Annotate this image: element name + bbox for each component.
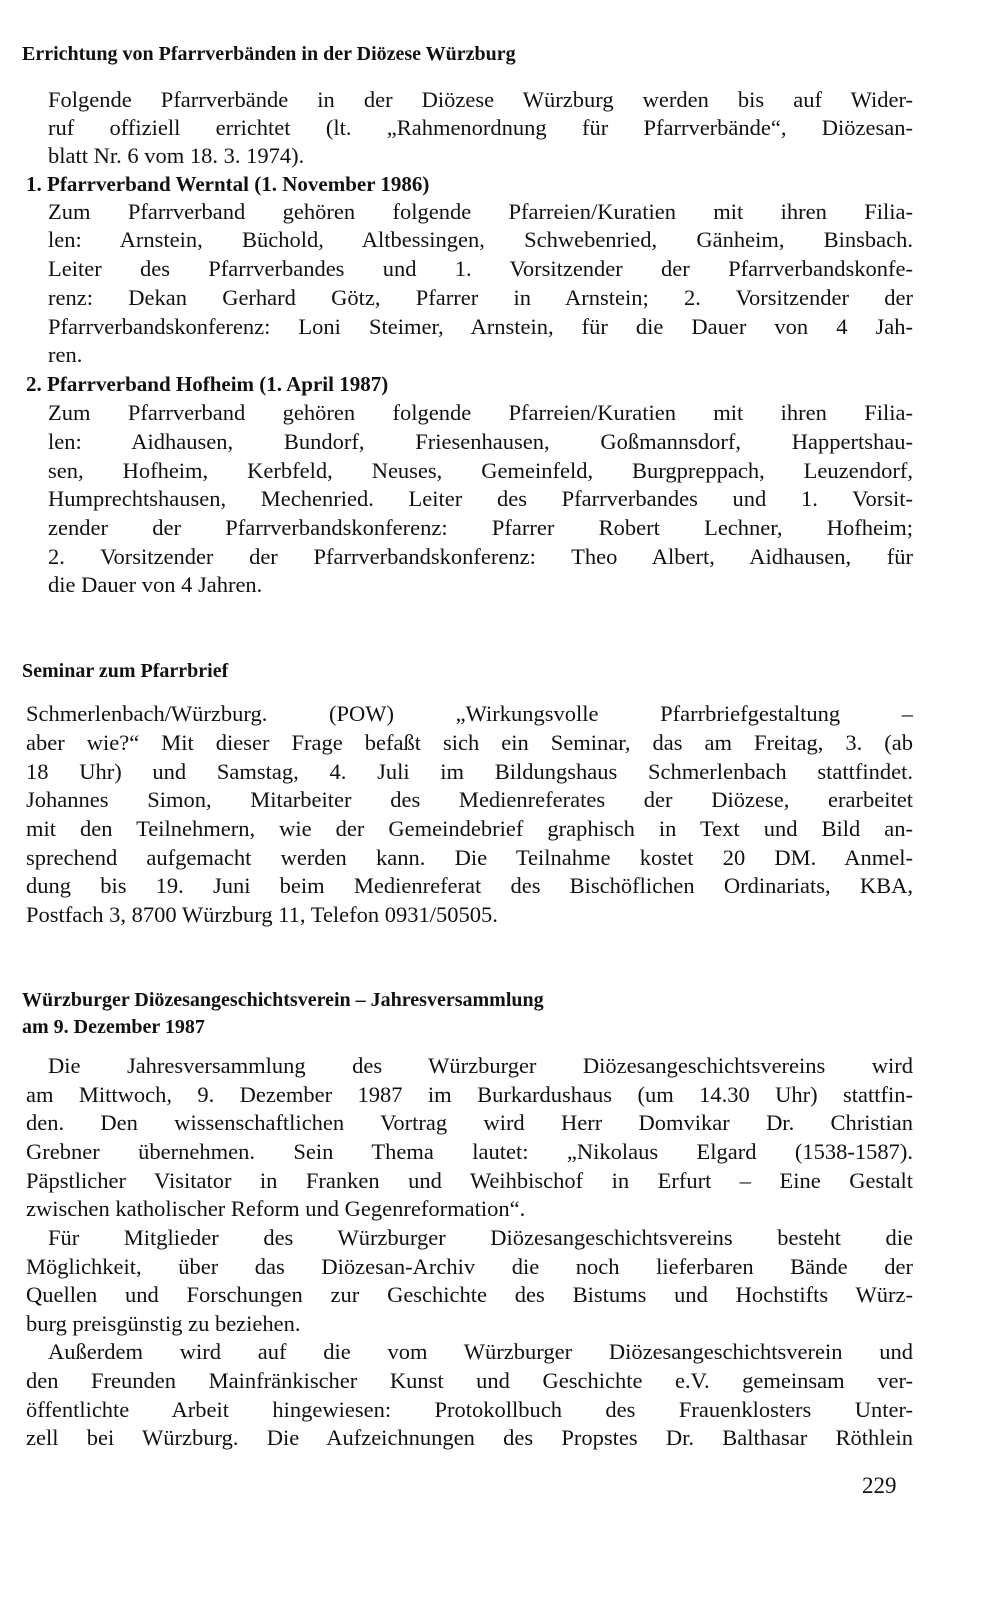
paragraph-line: zell bei Würzburg. Die Aufzeichnungen des Propstes Dr. Balthasar Röthlein bbox=[26, 1425, 913, 1450]
page-number: 229 bbox=[862, 1473, 897, 1498]
paragraph-line: öffentlichte Arbeit hingewiesen: Protokollbuch des Frauenklosters Unter- bbox=[26, 1397, 913, 1422]
item-line: 2. Vorsitzender der Pfarrverbandskonferenz: Theo Albert, Aidhausen, für bbox=[48, 544, 913, 569]
item-line: die Dauer von 4 Jahren. bbox=[48, 572, 263, 597]
section-title-pfarrverbaende: Errichtung von Pfarrverbänden in der Diözese Würzburg bbox=[22, 43, 516, 65]
paragraph-line: Außerdem wird auf die vom Würzburger Diözesangeschichtsverein und bbox=[48, 1339, 913, 1364]
paragraph-line: am Mittwoch, 9. Dezember 1987 im Burkardushaus (um 14.30 Uhr) stattfin- bbox=[26, 1082, 913, 1107]
item-heading-hofheim: 2. Pfarrverband Hofheim (1. April 1987) bbox=[26, 372, 389, 396]
paragraph-line: Möglichkeit, über das Diözesan-Archiv die noch lieferbaren Bände der bbox=[26, 1254, 913, 1279]
intro-line: blatt Nr. 6 vom 18. 3. 1974). bbox=[48, 143, 305, 168]
seminar-line: Johannes Simon, Mitarbeiter des Medienreferates der Diözese, erarbeitet bbox=[26, 787, 913, 812]
paragraph-line: Grebner übernehmen. Sein Thema lautet: „Nikolaus Elgard (1538-1587). bbox=[26, 1139, 913, 1164]
item-line: zender der Pfarrverbandskonferenz: Pfarrer Robert Lechner, Hofheim; bbox=[48, 515, 913, 540]
seminar-line: Schmerlenbach/Würzburg. (POW) „Wirkungsvolle Pfarrbriefgestaltung – bbox=[26, 701, 913, 726]
paragraph-line: Die Jahresversammlung des Würzburger Diözesangeschichtsvereins wird bbox=[48, 1053, 913, 1078]
seminar-line: 18 Uhr) und Samstag, 4. Juli im Bildungshaus Schmerlenbach stattfindet. bbox=[26, 759, 913, 784]
paragraph-line: burg preisgünstig zu beziehen. bbox=[26, 1311, 301, 1336]
seminar-line: aber wie?“ Mit dieser Frage befaßt sich ein Seminar, das am Freitag, 3. (ab bbox=[26, 730, 913, 755]
seminar-line: sprechend aufgemacht werden kann. Die Teilnahme kostet 20 DM. Anmel- bbox=[26, 845, 913, 870]
paragraph-line: den Freunden Mainfränkischer Kunst und Geschichte e.V. gemeinsam ver- bbox=[26, 1368, 913, 1393]
paragraph-line: Für Mitglieder des Würzburger Diözesangeschichtsvereins besteht die bbox=[48, 1225, 913, 1250]
seminar-line: dung bis 19. Juni beim Medienreferat des Bischöflichen Ordinariats, KBA, bbox=[26, 873, 913, 898]
paragraph-line: Quellen und Forschungen zur Geschichte des Bistums und Hochstifts Würz- bbox=[26, 1282, 913, 1307]
seminar-line: Postfach 3, 8700 Würzburg 11, Telefon 0931/50505. bbox=[26, 902, 498, 927]
paragraph-line: Päpstlicher Visitator in Franken und Weihbischof in Erfurt – Eine Gestalt bbox=[26, 1168, 913, 1193]
item-line: sen, Hofheim, Kerbfeld, Neuses, Gemeinfeld, Burgpreppach, Leuzendorf, bbox=[48, 458, 913, 483]
paragraph-line: den. Den wissenschaftlichen Vortrag wird Herr Domvikar Dr. Christian bbox=[26, 1110, 913, 1135]
item-heading-werntal: 1. Pfarrverband Werntal (1. November 1986) bbox=[26, 172, 430, 196]
item-line: len: Aidhausen, Bundorf, Friesenhausen, Goßmannsdorf, Happertshau- bbox=[48, 429, 913, 454]
seminar-line: mit den Teilnehmern, wie der Gemeindebrief graphisch in Text und Bild an- bbox=[26, 816, 913, 841]
item-line: Humprechtshausen, Mechenried. Leiter des Pfarrverbandes und 1. Vorsit- bbox=[48, 486, 913, 511]
intro-line: Folgende Pfarrverbände in der Diözese Würzburg werden bis auf Wider- bbox=[48, 87, 913, 112]
section-title-geschichtsverein: Würzburger Diözesangeschichtsverein – Jahresversammlung bbox=[22, 989, 544, 1011]
item-line: Zum Pfarrverband gehören folgende Pfarreien/Kuratien mit ihren Filia- bbox=[48, 199, 913, 224]
item-line: ren. bbox=[48, 342, 83, 367]
item-line: Leiter des Pfarrverbandes und 1. Vorsitzender der Pfarrverbandskonfe- bbox=[48, 256, 913, 281]
paragraph-line: zwischen katholischer Reform und Gegenreformation“. bbox=[26, 1196, 526, 1221]
item-line: renz: Dekan Gerhard Götz, Pfarrer in Arnstein; 2. Vorsitzender der bbox=[48, 285, 913, 310]
section-title-seminar: Seminar zum Pfarrbrief bbox=[22, 660, 229, 682]
intro-line: ruf offiziell errichtet (lt. „Rahmenordnung für Pfarrverbände“, Diözesan- bbox=[48, 115, 913, 140]
item-line: len: Arnstein, Büchold, Altbessingen, Schwebenried, Gänheim, Binsbach. bbox=[48, 227, 913, 252]
item-line: Pfarrverbandskonferenz: Loni Steimer, Arnstein, für die Dauer von 4 Jah- bbox=[48, 314, 913, 339]
section-title-geschichtsverein-date: am 9. Dezember 1987 bbox=[22, 1016, 205, 1038]
item-line: Zum Pfarrverband gehören folgende Pfarreien/Kuratien mit ihren Filia- bbox=[48, 400, 913, 425]
